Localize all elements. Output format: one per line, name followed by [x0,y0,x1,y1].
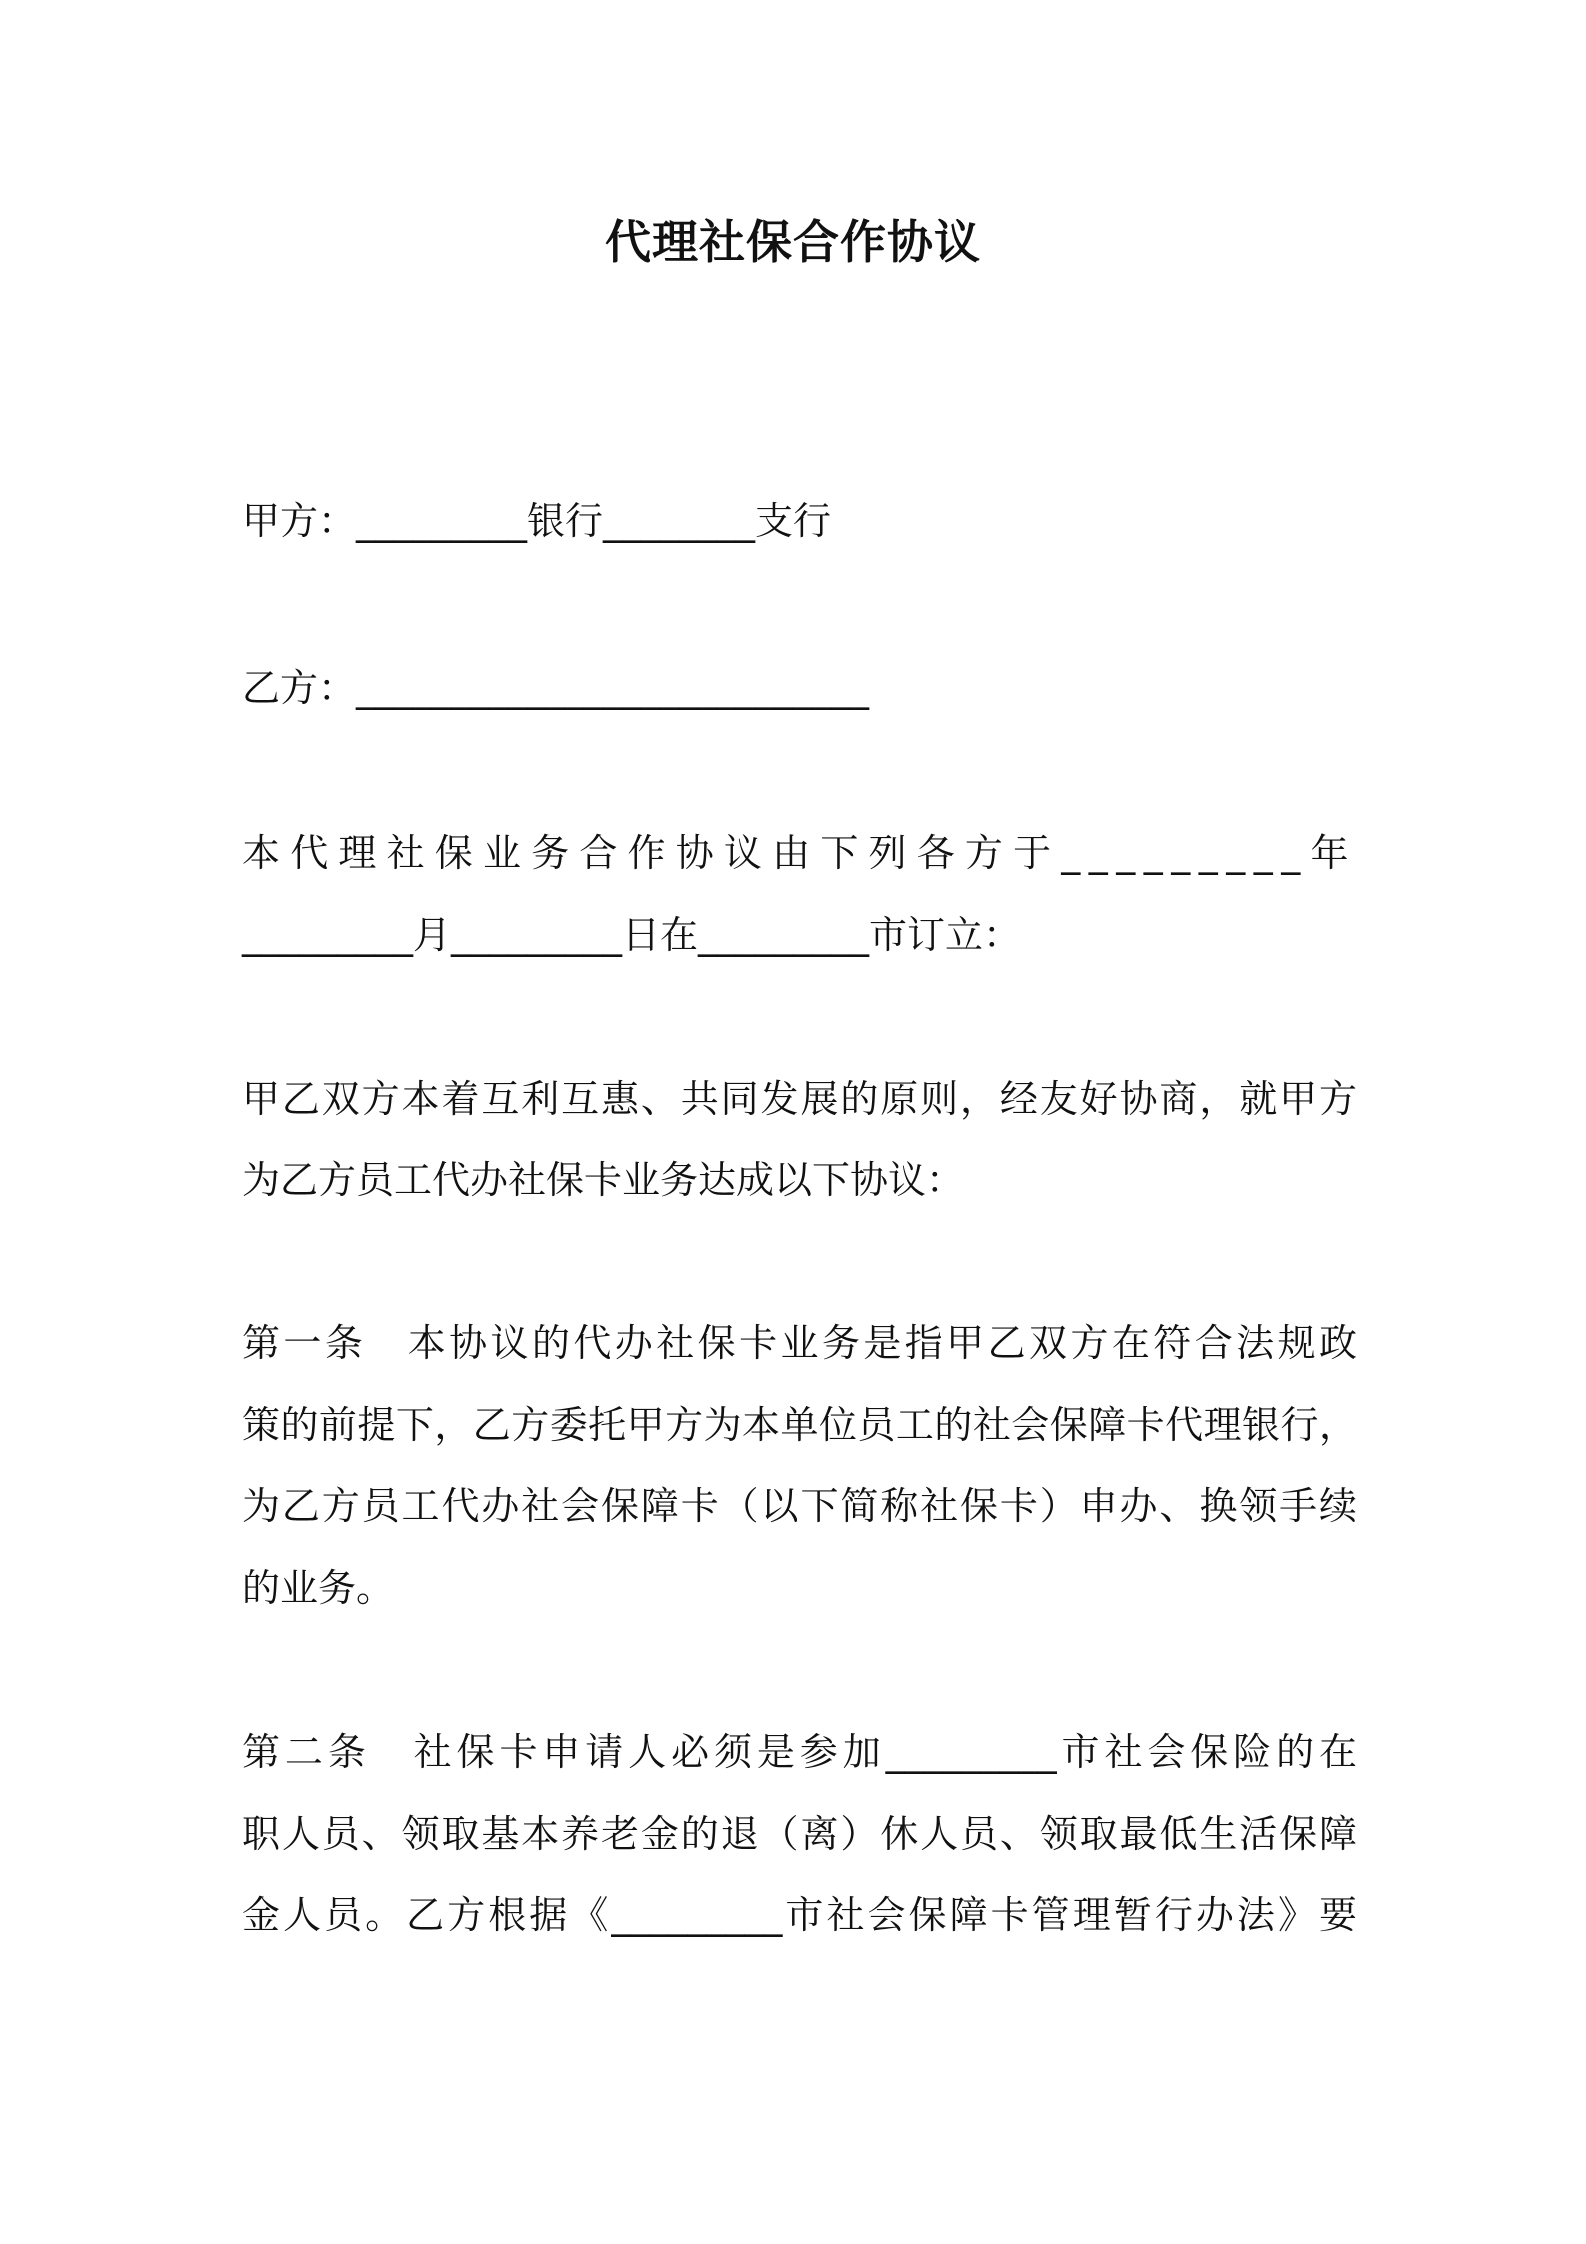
article-1-line-4: 的业务。 [242,1566,395,1610]
party-b-line: 乙方：___________________________ [242,666,870,710]
preamble-line-2: 为乙方员工代办社保卡业务达成以下协议： [242,1158,965,1202]
document-title: 代理社保合作协议 [605,215,981,269]
intro-line-2: _________月_________日在_________市订立： [242,913,1022,957]
article-2-line-1: 第二条 社保卡申请人必须是参加_________市社会保险的在 [242,1730,1357,1774]
party-a-line: 甲方：_________银行________支行 [242,499,832,543]
article-2-line-2: 职人员、领取基本养老金的退（离）休人员、领取最低生活保障 [242,1812,1357,1856]
preamble-line-1: 甲乙双方本着互利互惠、共同发展的原则，经友好协商，就甲方 [242,1077,1357,1121]
article-2-line-3: 金人员。乙方根据《_________市社会保障卡管理暂行办法》要 [242,1893,1357,1937]
article-1-line-1: 第一条 本协议的代办社保卡业务是指甲乙双方在符合法规政 [242,1321,1357,1365]
intro-line-1: 本代理社保业务合作协议由下列各方于_________年 [242,831,1357,875]
article-1-line-3: 为乙方员工代办社会保障卡（以下简称社保卡）申办、换领手续 [242,1484,1357,1528]
article-1-line-2: 策的前提下，乙方委托甲方为本单位员工的社会保障卡代理银行， [242,1403,1357,1447]
